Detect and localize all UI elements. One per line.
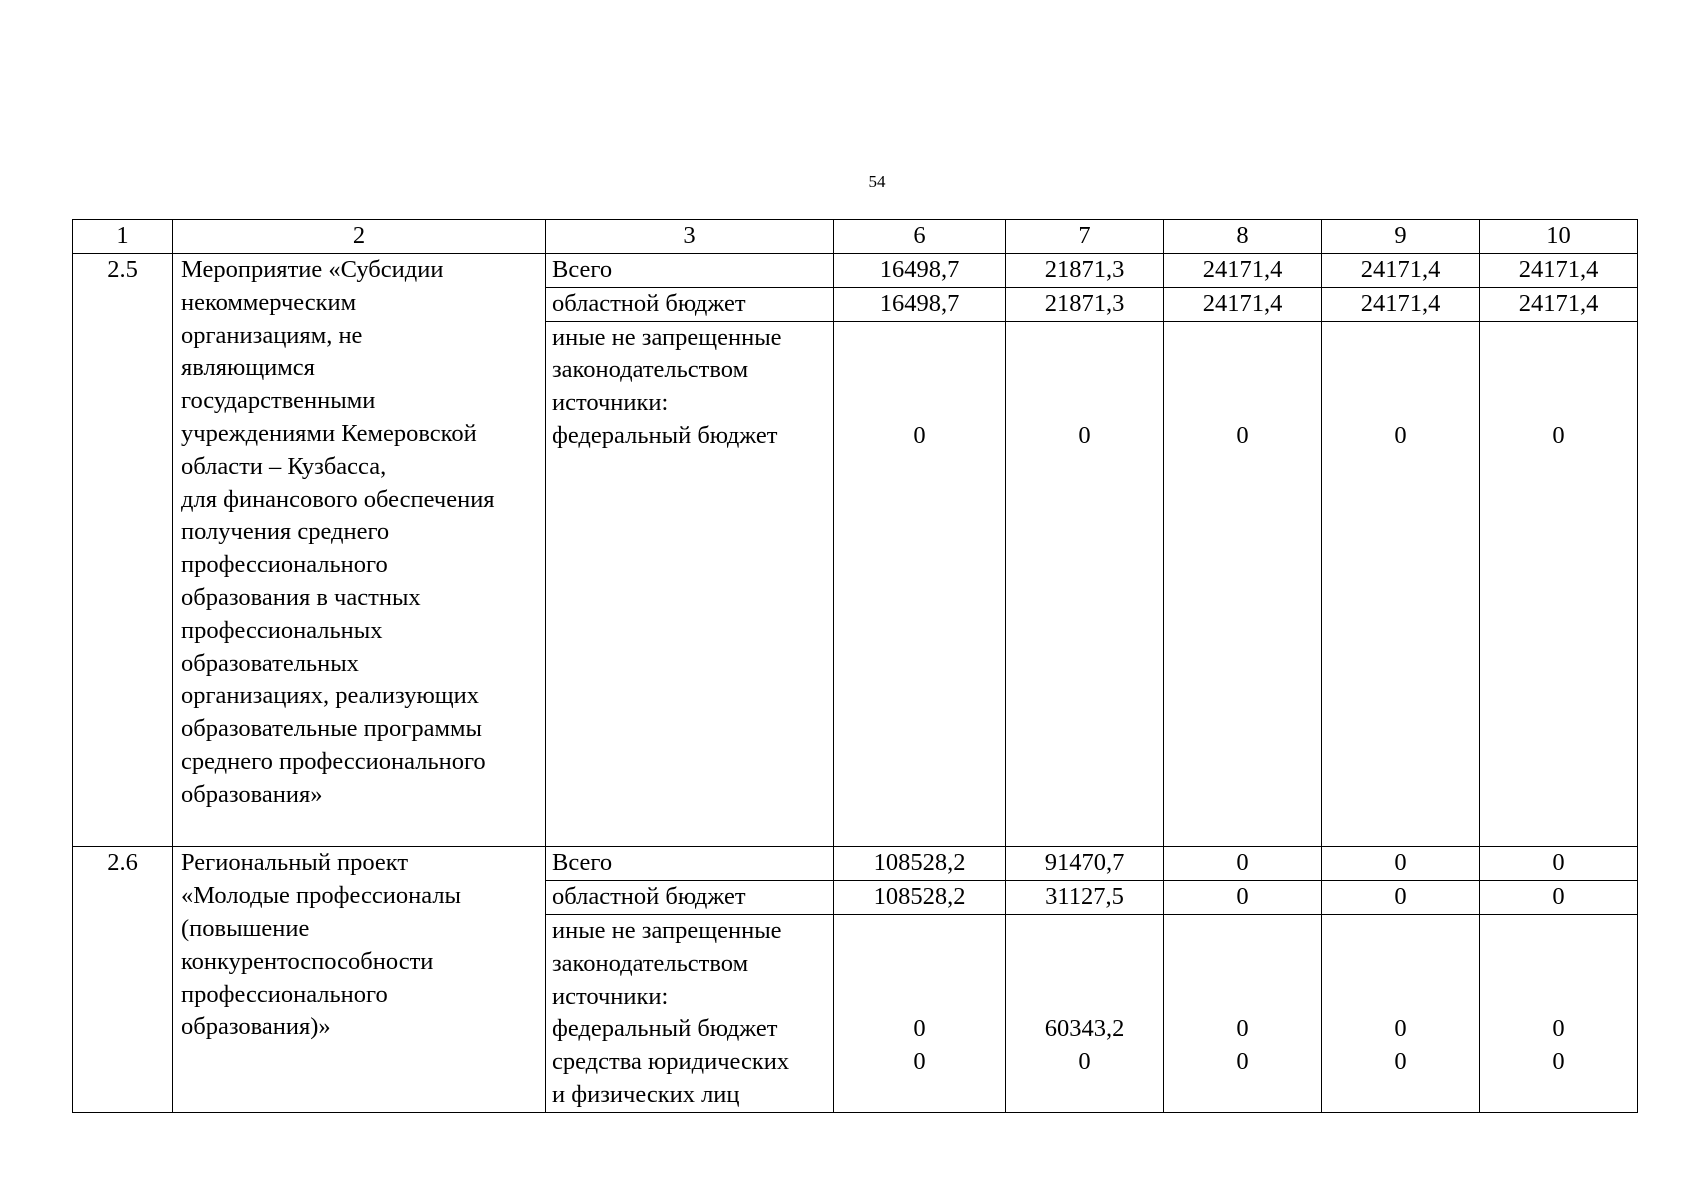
activity-name-line: Мероприятие «Субсидии [181,256,444,283]
value-spacer [1328,981,1473,1014]
funding-source-cell [546,847,834,881]
value-spacer [1328,915,1473,948]
value-line: 24171,4 [1518,256,1599,283]
header-cell: 6 [834,220,1006,254]
funding-source-line: иные не запрещенные [552,323,782,351]
value-spacer [1170,387,1315,420]
funding-source-cell [546,287,834,321]
value-line: 0 [913,1015,926,1043]
funding-source-line: средства юридических [552,1048,790,1076]
value-spacer [840,322,999,355]
value-spacer [1012,387,1157,420]
activity-name-line: учреждениями Кемеровской [181,419,477,447]
table-row [73,847,1638,881]
activity-name-line: организациях, реализующих [181,682,479,710]
value-spacer [840,915,999,948]
funding-source-line: источники: [552,982,669,1010]
value-line: 0 [1394,849,1407,877]
funding-source-cell [546,881,834,915]
value-line: 24171,4 [1360,289,1441,317]
funding-source-line: источники: [552,389,669,417]
value-line: 0 [1236,849,1249,877]
activity-name-line: образования» [181,780,323,808]
funding-source-line: и физических лиц [552,1080,740,1108]
funding-source-line: иные не запрещенные [552,916,782,944]
value-spacer [1328,948,1473,981]
header-cell: 9 [1322,220,1480,254]
row-number-cell: 2.5 [73,254,173,847]
value-line: 16498,7 [879,256,960,283]
funding-source-cell [546,914,834,1112]
funding-source-line: областной бюджет [552,883,746,911]
value-spacer [1012,322,1157,355]
value-line: 108528,2 [873,849,966,877]
header-cell: 10 [1480,220,1638,254]
value-cell [834,847,1006,881]
value-cell [1164,321,1322,847]
value-spacer [1170,948,1315,981]
activity-name-line: некоммерческим [181,288,357,316]
value-spacer [1486,354,1631,387]
funding-source-line: законодательством [552,949,749,977]
value-spacer [1328,387,1473,420]
table-row [73,254,1638,288]
value-line: 60343,2 [1044,1015,1125,1043]
activity-name-line: среднего профессионального [181,747,486,775]
activity-name-line: (повышение [181,914,310,942]
value-line: 0 [1236,1015,1249,1043]
value-line: 24171,4 [1202,289,1283,317]
value-cell [834,254,1006,288]
activity-name-line: получения среднего [181,518,390,546]
value-spacer [1012,915,1157,948]
value-cell [1480,881,1638,915]
value-spacer [1328,322,1473,355]
value-spacer [840,948,999,981]
value-line: 0 [1236,883,1249,911]
value-spacer [1486,915,1631,948]
value-spacer [1486,981,1631,1014]
activity-name-line: профессиональных [181,616,383,644]
budget-table [72,219,1638,1113]
value-spacer [1170,322,1315,355]
value-cell [834,914,1006,1112]
activity-name-line: образования в частных [181,583,421,611]
value-cell [834,881,1006,915]
activity-name-cell [173,254,546,847]
value-line: 0 [1236,421,1249,449]
value-cell [1480,287,1638,321]
value-line: 31127,5 [1045,883,1124,911]
value-cell [1164,287,1322,321]
activity-name-line: образовательные программы [181,715,482,743]
funding-source-line: областной бюджет [552,289,746,317]
value-spacer [1486,948,1631,981]
header-cell: 3 [546,220,834,254]
activity-name-line: области – Кузбасса, [181,452,387,480]
funding-source-cell [546,321,834,847]
activity-name-line: конкурентоспособности [181,947,434,975]
value-line: 0 [1078,421,1091,449]
value-cell [834,321,1006,847]
value-cell [1006,881,1164,915]
value-spacer [840,354,999,387]
value-cell [1006,287,1164,321]
value-cell [1164,881,1322,915]
funding-source-line: Всего [552,256,613,283]
value-line: 0 [1394,1015,1407,1043]
value-line: 108528,2 [873,883,966,911]
activity-name-cell [173,847,546,1112]
value-line: 0 [1394,421,1407,449]
value-cell [1164,254,1322,288]
value-line: 24171,4 [1518,289,1599,317]
activity-name-line: государственными [181,387,376,415]
value-cell [834,287,1006,321]
header-cell: 1 [73,220,173,254]
value-cell [1322,914,1480,1112]
value-cell [1006,847,1164,881]
activity-name-line: являющимся [181,354,315,382]
value-line: 0 [1394,883,1407,911]
activity-name-line: Региональный проект [181,849,409,877]
value-line: 0 [1552,1015,1565,1043]
funding-source-line: федеральный бюджет [552,1015,778,1043]
funding-source-line: Всего [552,849,613,877]
funding-source-line: федеральный бюджет [552,421,778,449]
activity-name-line: профессионального [181,551,388,579]
value-spacer [1170,354,1315,387]
value-line: 91470,7 [1044,849,1125,877]
value-spacer [1012,981,1157,1014]
value-line: 21871,3 [1044,256,1125,283]
value-cell [1322,287,1480,321]
value-spacer [1170,915,1315,948]
value-line: 0 [1078,1048,1091,1076]
value-cell [1480,914,1638,1112]
value-line: 21871,3 [1044,289,1125,317]
activity-name-line: «Молодые профессионалы [181,882,462,910]
row-number-cell: 2.6 [73,847,173,1112]
value-spacer [840,387,999,420]
value-line: 0 [1394,1048,1407,1076]
funding-source-line: законодательством [552,356,749,384]
funding-source-cell [546,254,834,288]
value-line: 0 [1552,849,1565,877]
value-spacer [1486,387,1631,420]
value-spacer [840,981,999,1014]
value-cell [1480,847,1638,881]
value-cell [1480,254,1638,288]
value-line: 24171,4 [1360,256,1441,283]
activity-name-line: образовательных [181,649,359,677]
value-cell [1480,321,1638,847]
value-line: 16498,7 [879,289,960,317]
value-spacer [1012,948,1157,981]
activity-name-line: профессионального [181,980,388,1008]
value-spacer [1328,354,1473,387]
header-row [73,220,1638,254]
value-cell [1006,321,1164,847]
value-cell [1006,914,1164,1112]
value-cell [1322,254,1480,288]
value-line: 0 [1552,883,1565,911]
value-spacer [1170,981,1315,1014]
page-number: 54 [868,172,886,191]
value-line: 0 [1552,1048,1565,1076]
activity-name-line: организациям, не [181,321,363,349]
header-cell: 2 [173,220,546,254]
value-cell [1006,254,1164,288]
value-spacer [1486,322,1631,355]
header-cell: 8 [1164,220,1322,254]
activity-name-line: образования)» [181,1013,331,1041]
value-cell [1322,847,1480,881]
activity-name-line: для финансового обеспечения [181,485,495,513]
value-line: 0 [1552,421,1565,449]
value-cell [1322,881,1480,915]
value-cell [1164,847,1322,881]
value-cell [1322,321,1480,847]
value-spacer [1012,354,1157,387]
value-line: 0 [913,1048,926,1076]
header-cell: 7 [1006,220,1164,254]
value-cell [1164,914,1322,1112]
value-line: 0 [913,421,926,449]
value-line: 24171,4 [1202,256,1283,283]
value-line: 0 [1236,1048,1249,1076]
